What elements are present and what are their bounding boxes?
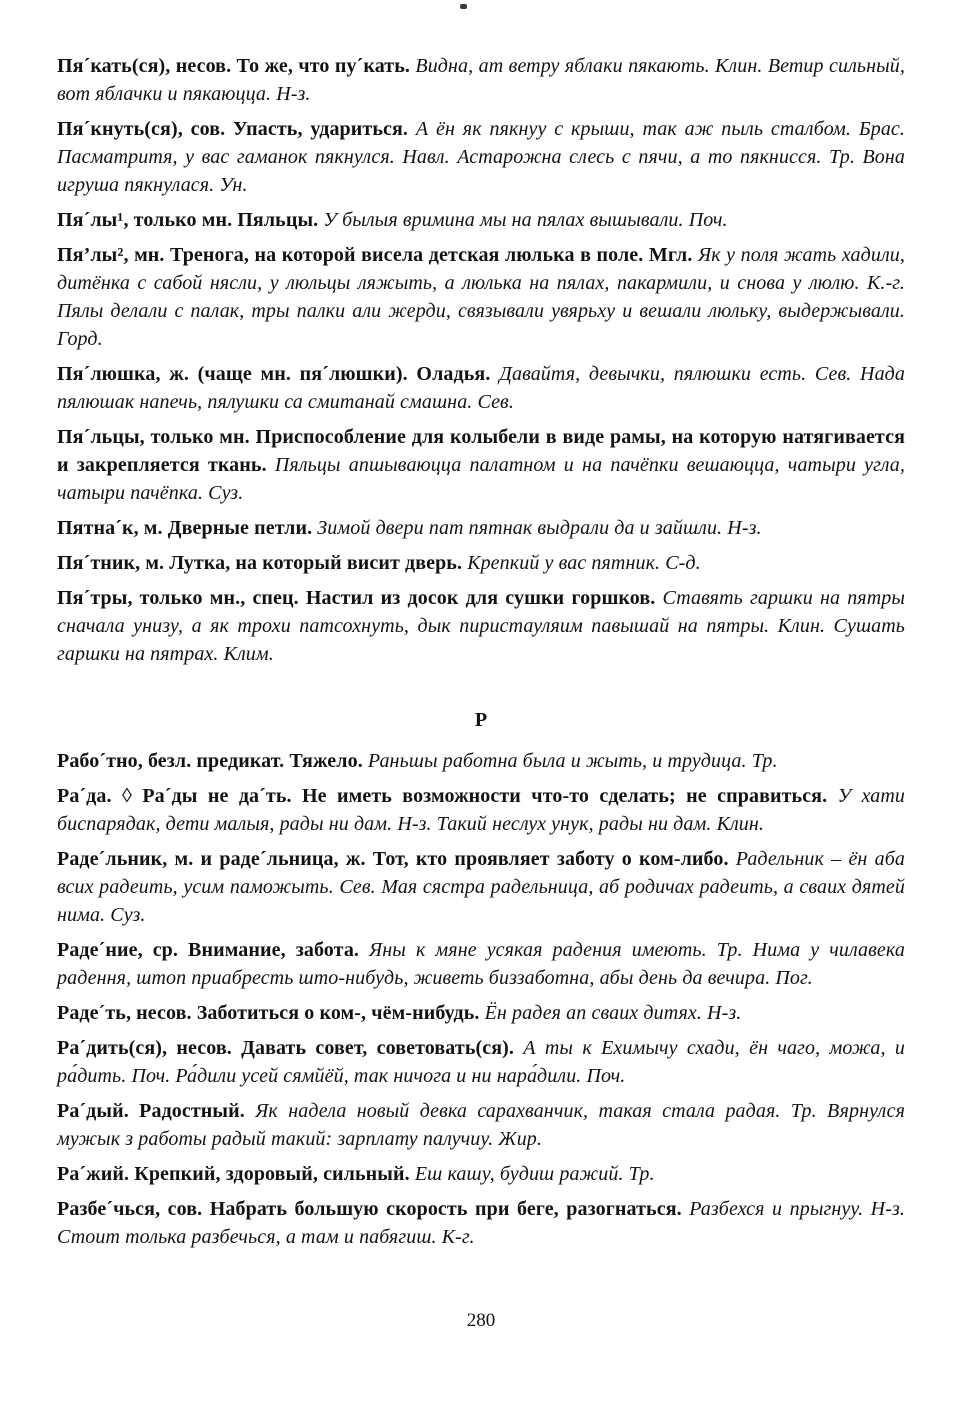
section-letter-header: Р	[474, 709, 488, 731]
entry-headword: Раде´ть, несов. Заботиться о ком-, чём-нибудь.	[57, 1002, 480, 1024]
dictionary-entry	[57, 1034, 905, 1090]
entry-examples: Як у поля жать хадили, дитёнка с сабой нясли, у люльцы ляжыть, а люлька на пялах, пакармили, и снова у люлю. К.-г. Пялы делали с палак, тры палки али жерди, связывали увярьху и вешали люльку, выдержывали. Горд.	[57, 244, 905, 350]
entry-headword: Раде´ние, ср. Внимание, забота.	[57, 939, 360, 961]
dictionary-entry	[57, 241, 905, 353]
entry-examples: Ён радея ап сваих дитях. Н-з.	[484, 1002, 742, 1024]
dictionary-entry	[57, 1097, 905, 1153]
dictionary-entry	[57, 52, 905, 108]
entry-examples: А ты к Ехимычу схади, ён чаго, можа, и ра́дить. Поч. Ра́дили усей сямйёй, так ничога и ни нара́дили. Поч.	[57, 1037, 905, 1087]
entry-examples: Радельник – ён аба всих радеить, усим паможыть. Сев. Мая сястра радельница, аб родичах радеить, а сваих дятей нима. Суз.	[57, 848, 905, 926]
entry-headword: Ра´дить(ся), несов. Давать совет, советовать(ся).	[57, 1037, 515, 1059]
entry-examples: Давайтя, девычки, пялюшки есть. Сев. Нада пялюшак напечь, пялушки са смитанай смашна. Сев.	[57, 363, 905, 413]
entry-examples: Разбехся и прыгнуу. Н-з. Стоит толька разбечься, а там и пабягиш. К-г.	[57, 1198, 905, 1248]
entry-headword: Пя´кать(ся), несов. То же, что пу´кать.	[57, 55, 410, 77]
entry-headword: Рабо´тно, безл. предикат. Тяжело.	[57, 750, 363, 772]
dictionary-entry	[57, 360, 905, 416]
entry-examples: А ён як пякнуу с крыши, так аж пыль сталбом. Брас. Пасматритя, у вас гаманок пякнулся. Навл. Астарожна слесь с пячи, а то пякнисся. Тр. Вона игруша пякнулася. Ун.	[57, 118, 905, 196]
dictionary-entry	[57, 584, 905, 668]
entry-headword: Пя’лы², мн. Тренога, на которой висела детская люлька в поле. Мгл.	[57, 244, 693, 266]
dictionary-entry	[57, 747, 905, 775]
entry-headword: Ра´жий. Крепкий, здоровый, сильный.	[57, 1163, 410, 1185]
dictionary-entry	[57, 999, 905, 1027]
entry-examples: Як надела новый девка сарахванчик, такая стала радая. Тр. Вярнулся мужык з работы радый такий: зарплату палучиу. Жир.	[57, 1100, 905, 1150]
entry-headword: Раде´льник, м. и раде´льница, ж. Тот, кто проявляет заботу о ком-либо.	[57, 848, 729, 870]
entry-headword: Ра´да. ◊ Ра´ды не да´ть. Не иметь возможности что-то сделать; не справиться.	[57, 785, 828, 807]
dictionary-entry	[57, 549, 905, 577]
entry-headword: Пя´тры, только мн., спец. Настил из досок для сушки горшков.	[57, 587, 656, 609]
dictionary-entry	[57, 1195, 905, 1251]
dictionary-entry	[57, 936, 905, 992]
entry-examples: Яны к мяне усякая радения имеють. Тр. Нима у чилавека радення, штоп приабресть што-нибудь, живеть биззаботна, абы день да вечира. Пог.	[57, 939, 905, 989]
dictionary-entry	[57, 206, 905, 234]
dictionary-entry	[57, 1160, 905, 1188]
entry-headword: Разбе´чься, сов. Набрать большую скорость при беге, разогнаться.	[57, 1198, 682, 1220]
scan-artifact-dot	[460, 4, 467, 9]
entry-examples: Раньшы работна была и жыть, и трудица. Тр.	[367, 750, 778, 772]
dictionary-entry	[57, 782, 905, 838]
entry-examples: Крепкий у вас пятник. С-д.	[467, 552, 701, 574]
entry-headword: Пятна´к, м. Дверные петли.	[57, 517, 313, 539]
dictionary-entry	[57, 115, 905, 199]
entry-headword: Пя´тник, м. Лутка, на который висит дверь.	[57, 552, 463, 574]
page-number: 280	[466, 1310, 496, 1331]
entry-examples: У былыя вримина мы на пялах вышывали. Поч.	[323, 209, 728, 231]
entry-examples: Пяльцы апшываюцца палатном и на пачёпки вешаюцца, чатыри угла, чатыри пачёпка. Суз.	[57, 454, 905, 504]
entry-headword: Ра´дый. Радостный.	[57, 1100, 245, 1122]
dictionary-entry	[57, 845, 905, 929]
entry-examples: У хати биспарядак, дети малыя, рады ни дам. Н-з. Такий неслух унук, рады ни дам. Клин.	[57, 785, 905, 835]
entry-examples: Еш кашу, будиш ражий. Тр.	[414, 1163, 655, 1185]
entry-examples: Видна, ат ветру яблаки пякають. Клин. Ветир сильный, вот яблачки и пякаюцца. Н-з.	[57, 55, 905, 105]
entry-headword: Пя´льцы, только мн. Приспособление для колыбели в виде рамы, на которую натягивается и закрепляется ткань.	[57, 426, 905, 476]
dictionary-entry	[57, 423, 905, 507]
entry-examples: Ставять гаршки на пятры сначала унизу, а як трохи патсохнуть, дык пиристауляим павышай на пятры. Клин. Сушать гаршки на пятрах. Клим.	[57, 587, 905, 665]
dictionary-entry	[57, 514, 905, 542]
entry-examples: Зимой двери пат пятнак выдрали да и зайшли. Н-з.	[317, 517, 762, 539]
entry-headword: Пя´кнуть(ся), сов. Упасть, удариться.	[57, 118, 409, 140]
entry-headword: Пя´лы¹, только мн. Пяльцы.	[57, 209, 319, 231]
entry-headword: Пя´люшка, ж. (чаще мн. пя´люшки). Оладья.	[57, 363, 491, 385]
